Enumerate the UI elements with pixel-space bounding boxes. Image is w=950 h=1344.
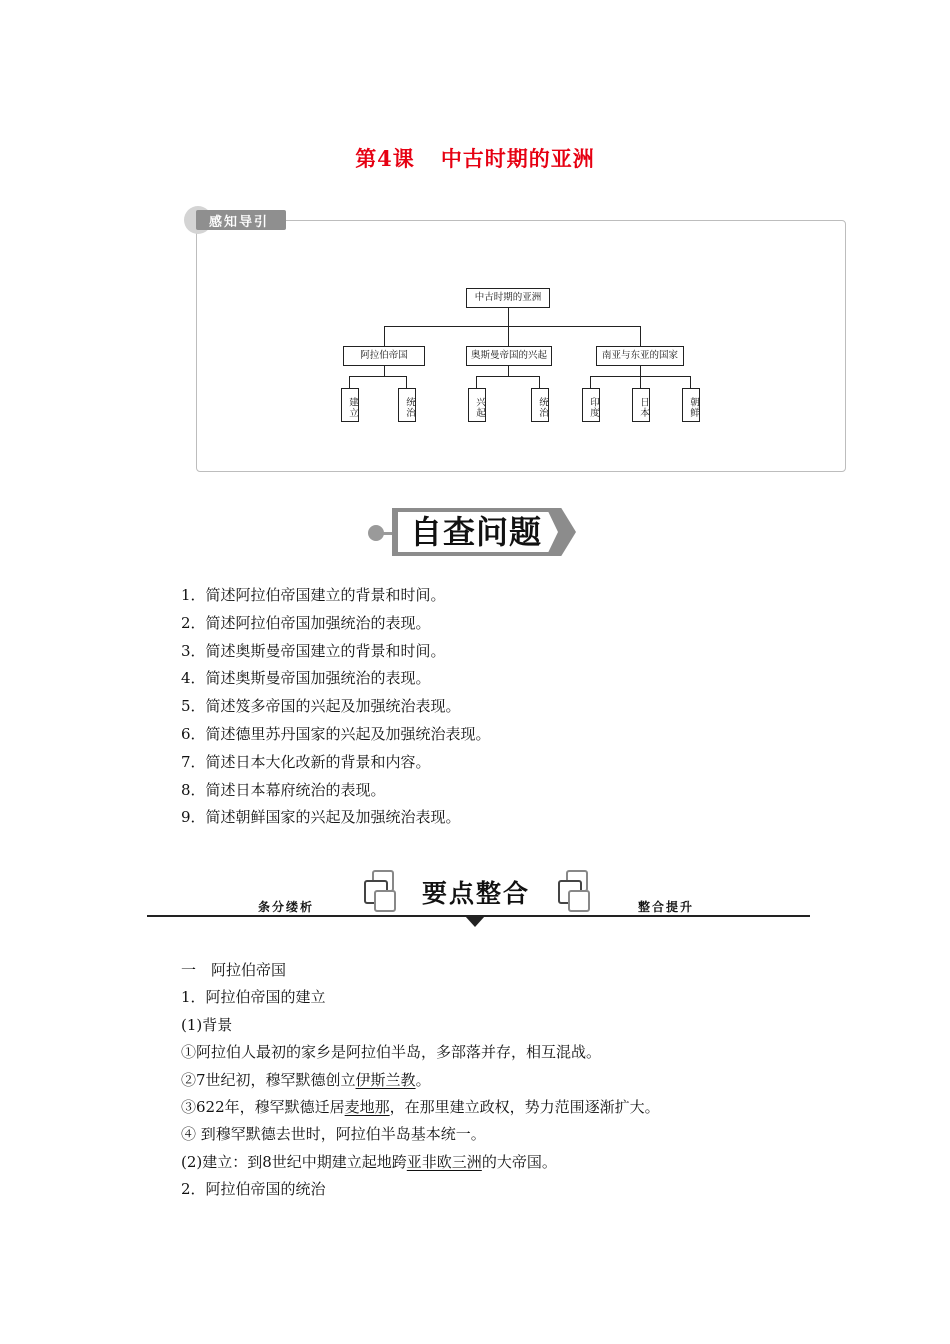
establishment-point: (2)建立：到8世纪中期建立起地跨亚非欧三洲的大帝国。 bbox=[181, 1152, 557, 1171]
tree-leaf-node: 兴起 bbox=[468, 388, 486, 422]
tree-root-node: 中古时期的亚洲 bbox=[466, 288, 550, 308]
tree-connector bbox=[349, 376, 350, 388]
content-body bbox=[181, 960, 660, 1207]
tree-connector bbox=[476, 376, 477, 388]
tree-connector bbox=[406, 376, 407, 388]
down-arrow-icon bbox=[465, 916, 485, 927]
tree-connector bbox=[590, 376, 591, 388]
lesson-number: 第4课 bbox=[355, 146, 415, 171]
tree-connector bbox=[349, 376, 407, 377]
guide-tab-label: 感知导引 bbox=[209, 215, 270, 230]
key-points-heading: 要点整合 bbox=[422, 879, 531, 908]
question-item: 1．简述阿拉伯帝国建立的背景和时间。 bbox=[181, 586, 446, 604]
subsection-heading: 2．阿拉伯帝国的统治 bbox=[181, 1180, 326, 1199]
tree-leaf-node: 朝鲜 bbox=[682, 388, 700, 422]
tree-connector bbox=[384, 326, 385, 346]
squares-icon bbox=[556, 870, 590, 912]
tree-connector bbox=[640, 376, 641, 388]
key-points-left-tag: 条分缕析 bbox=[258, 900, 315, 914]
background-label: (1)背景 bbox=[181, 1015, 233, 1034]
tree-connector bbox=[508, 365, 509, 376]
tree-connector bbox=[640, 326, 641, 346]
background-point: ③622年，穆罕默德迁居麦地那，在那里建立政权，势力范围逐渐扩大。 bbox=[181, 1097, 660, 1116]
question-list bbox=[181, 585, 491, 835]
tree-connector bbox=[384, 326, 641, 327]
question-item: 8．简述日本幕府统治的表现。 bbox=[181, 780, 386, 799]
tree-leaf-node: 印度 bbox=[582, 388, 600, 422]
tree-leaf-node: 统治 bbox=[398, 388, 416, 422]
question-item: 6．简述德里苏丹国家的兴起及加强统治表现。 bbox=[181, 724, 491, 743]
lesson-title: 中古时期的亚洲 bbox=[440, 146, 595, 171]
question-item: 9．简述朝鲜国家的兴起及加强统治表现。 bbox=[181, 808, 461, 827]
tree-leaf-node: 统治 bbox=[531, 388, 549, 422]
tree-connector bbox=[640, 365, 641, 376]
key-points-right-tag: 整合提升 bbox=[638, 900, 695, 914]
tree-connector bbox=[384, 365, 385, 376]
tree-branch-node: 阿拉伯帝国 bbox=[343, 346, 425, 366]
self-check-heading: 自查问题 bbox=[410, 513, 543, 551]
question-item: 7．简述日本大化改新的背景和内容。 bbox=[181, 752, 431, 771]
page-title bbox=[0, 143, 950, 173]
key-term: 伊斯兰教 bbox=[355, 1070, 416, 1089]
question-item: 5．简述笈多帝国的兴起及加强统治表现。 bbox=[181, 697, 461, 716]
tree-branch-node: 南亚与东亚的国家 bbox=[596, 346, 684, 366]
question-item: 3．简述奥斯曼帝国建立的背景和时间。 bbox=[181, 641, 446, 660]
background-point: ④ 到穆罕默德去世时，阿拉伯半岛基本统一。 bbox=[181, 1125, 486, 1144]
tree-connector bbox=[539, 376, 540, 388]
key-term: 麦地那 bbox=[344, 1097, 390, 1116]
question-item: 4．简述奥斯曼帝国加强统治的表现。 bbox=[181, 669, 431, 688]
subsection-heading: 1．阿拉伯帝国的建立 bbox=[181, 988, 326, 1007]
question-item: 2．简述阿拉伯帝国加强统治的表现。 bbox=[181, 613, 431, 632]
background-point: ②7世纪初，穆罕默德创立伊斯兰教。 bbox=[181, 1070, 431, 1089]
key-term: 亚非欧三洲 bbox=[406, 1152, 482, 1171]
guide-tab bbox=[184, 206, 288, 234]
tree-connector bbox=[508, 326, 509, 346]
tree-leaf-node: 日本 bbox=[632, 388, 650, 422]
background-point: ①阿拉伯人最初的家乡是阿拉伯半岛，多部落并存，相互混战。 bbox=[181, 1043, 602, 1062]
squares-icon bbox=[362, 870, 396, 912]
tree-connector bbox=[476, 376, 540, 377]
tree-connector bbox=[508, 307, 509, 326]
tree-branch-node: 奥斯曼帝国的兴起 bbox=[466, 346, 552, 366]
tree-leaf-node: 建立 bbox=[341, 388, 359, 422]
section-heading: 一 阿拉伯帝国 bbox=[181, 961, 287, 979]
tree-connector bbox=[690, 376, 691, 388]
